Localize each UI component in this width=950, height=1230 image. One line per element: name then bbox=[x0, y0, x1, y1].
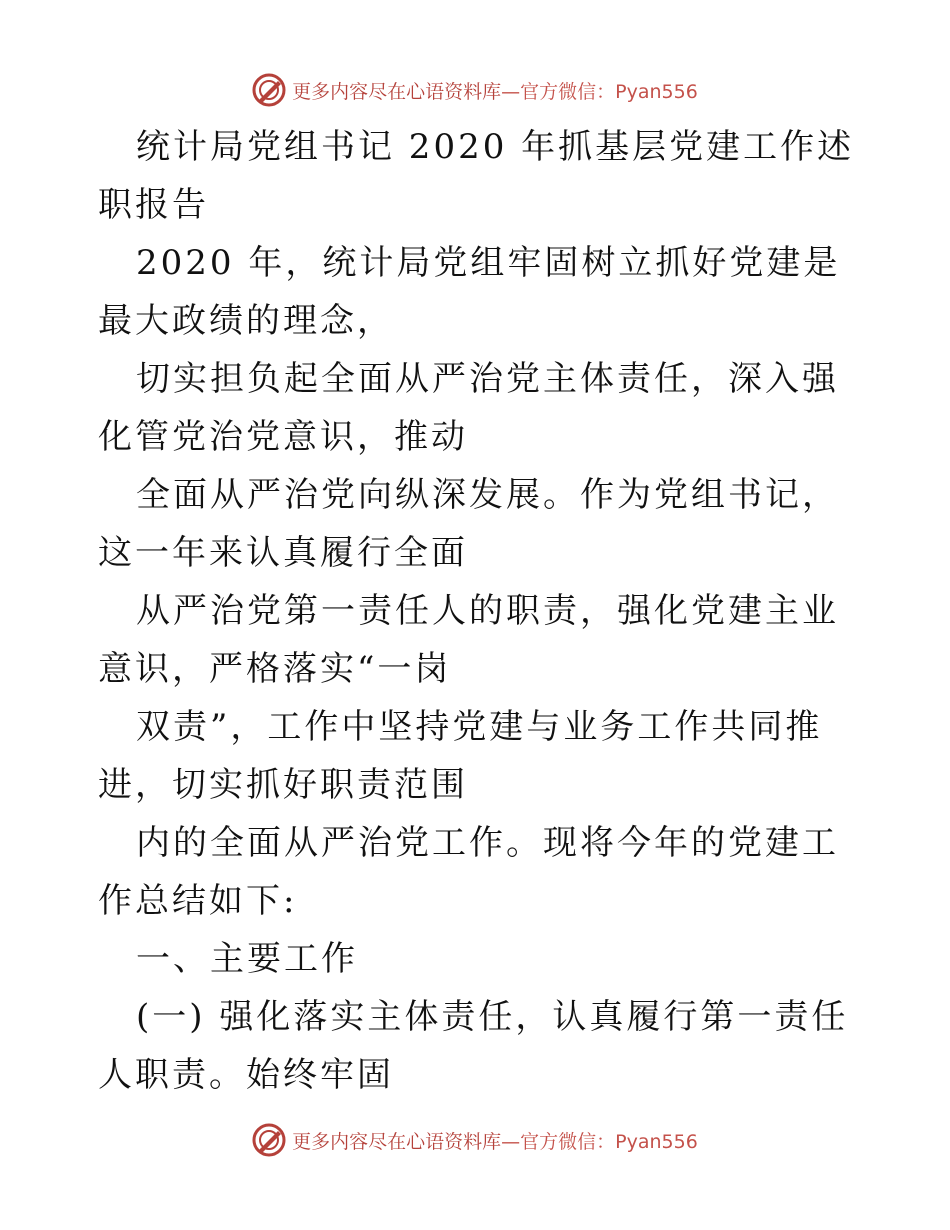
header-banner-text: 更多内容尽在心语资料库 bbox=[292, 80, 502, 103]
body-paragraph: 2020 年，统计局党组牢固树立抓好党建是最大政绩的理念， bbox=[98, 243, 841, 341]
body-paragraph: 双责”，工作中坚持党建与业务工作共同推进，切实抓好职责范围 bbox=[98, 707, 823, 805]
pen-logo-icon bbox=[252, 73, 286, 107]
document-body bbox=[98, 118, 858, 1104]
body-paragraph: 从严治党第一责任人的职责，强化党建主业意识，严格落实“一岗 bbox=[98, 591, 839, 689]
header-banner bbox=[0, 70, 950, 110]
footer-banner bbox=[0, 1120, 950, 1160]
header-banner-wechat: —官方微信：Pyan556 bbox=[501, 80, 698, 103]
footer-banner-wechat: —官方微信：Pyan556 bbox=[501, 1130, 698, 1153]
document-title: 统计局党组书记 2020 年抓基层党建工作述职报告 bbox=[98, 127, 855, 225]
body-paragraph: 切实担负起全面从严治党主体责任，深入强化管党治党意识，推动 bbox=[98, 359, 839, 457]
pen-logo-icon bbox=[252, 1123, 286, 1157]
footer-banner-text: 更多内容尽在心语资料库 bbox=[292, 1130, 502, 1153]
body-paragraph: 内的全面从严治党工作。现将今年的党建工作总结如下: bbox=[98, 823, 839, 921]
body-paragraph: 全面从严治党向纵深发展。作为党组书记，这一年来认真履行全面 bbox=[98, 475, 839, 573]
section-heading: 一、主要工作 bbox=[136, 939, 358, 979]
body-paragraph: (一) 强化落实主体责任，认真履行第一责任人职责。始终牢固 bbox=[98, 997, 849, 1095]
